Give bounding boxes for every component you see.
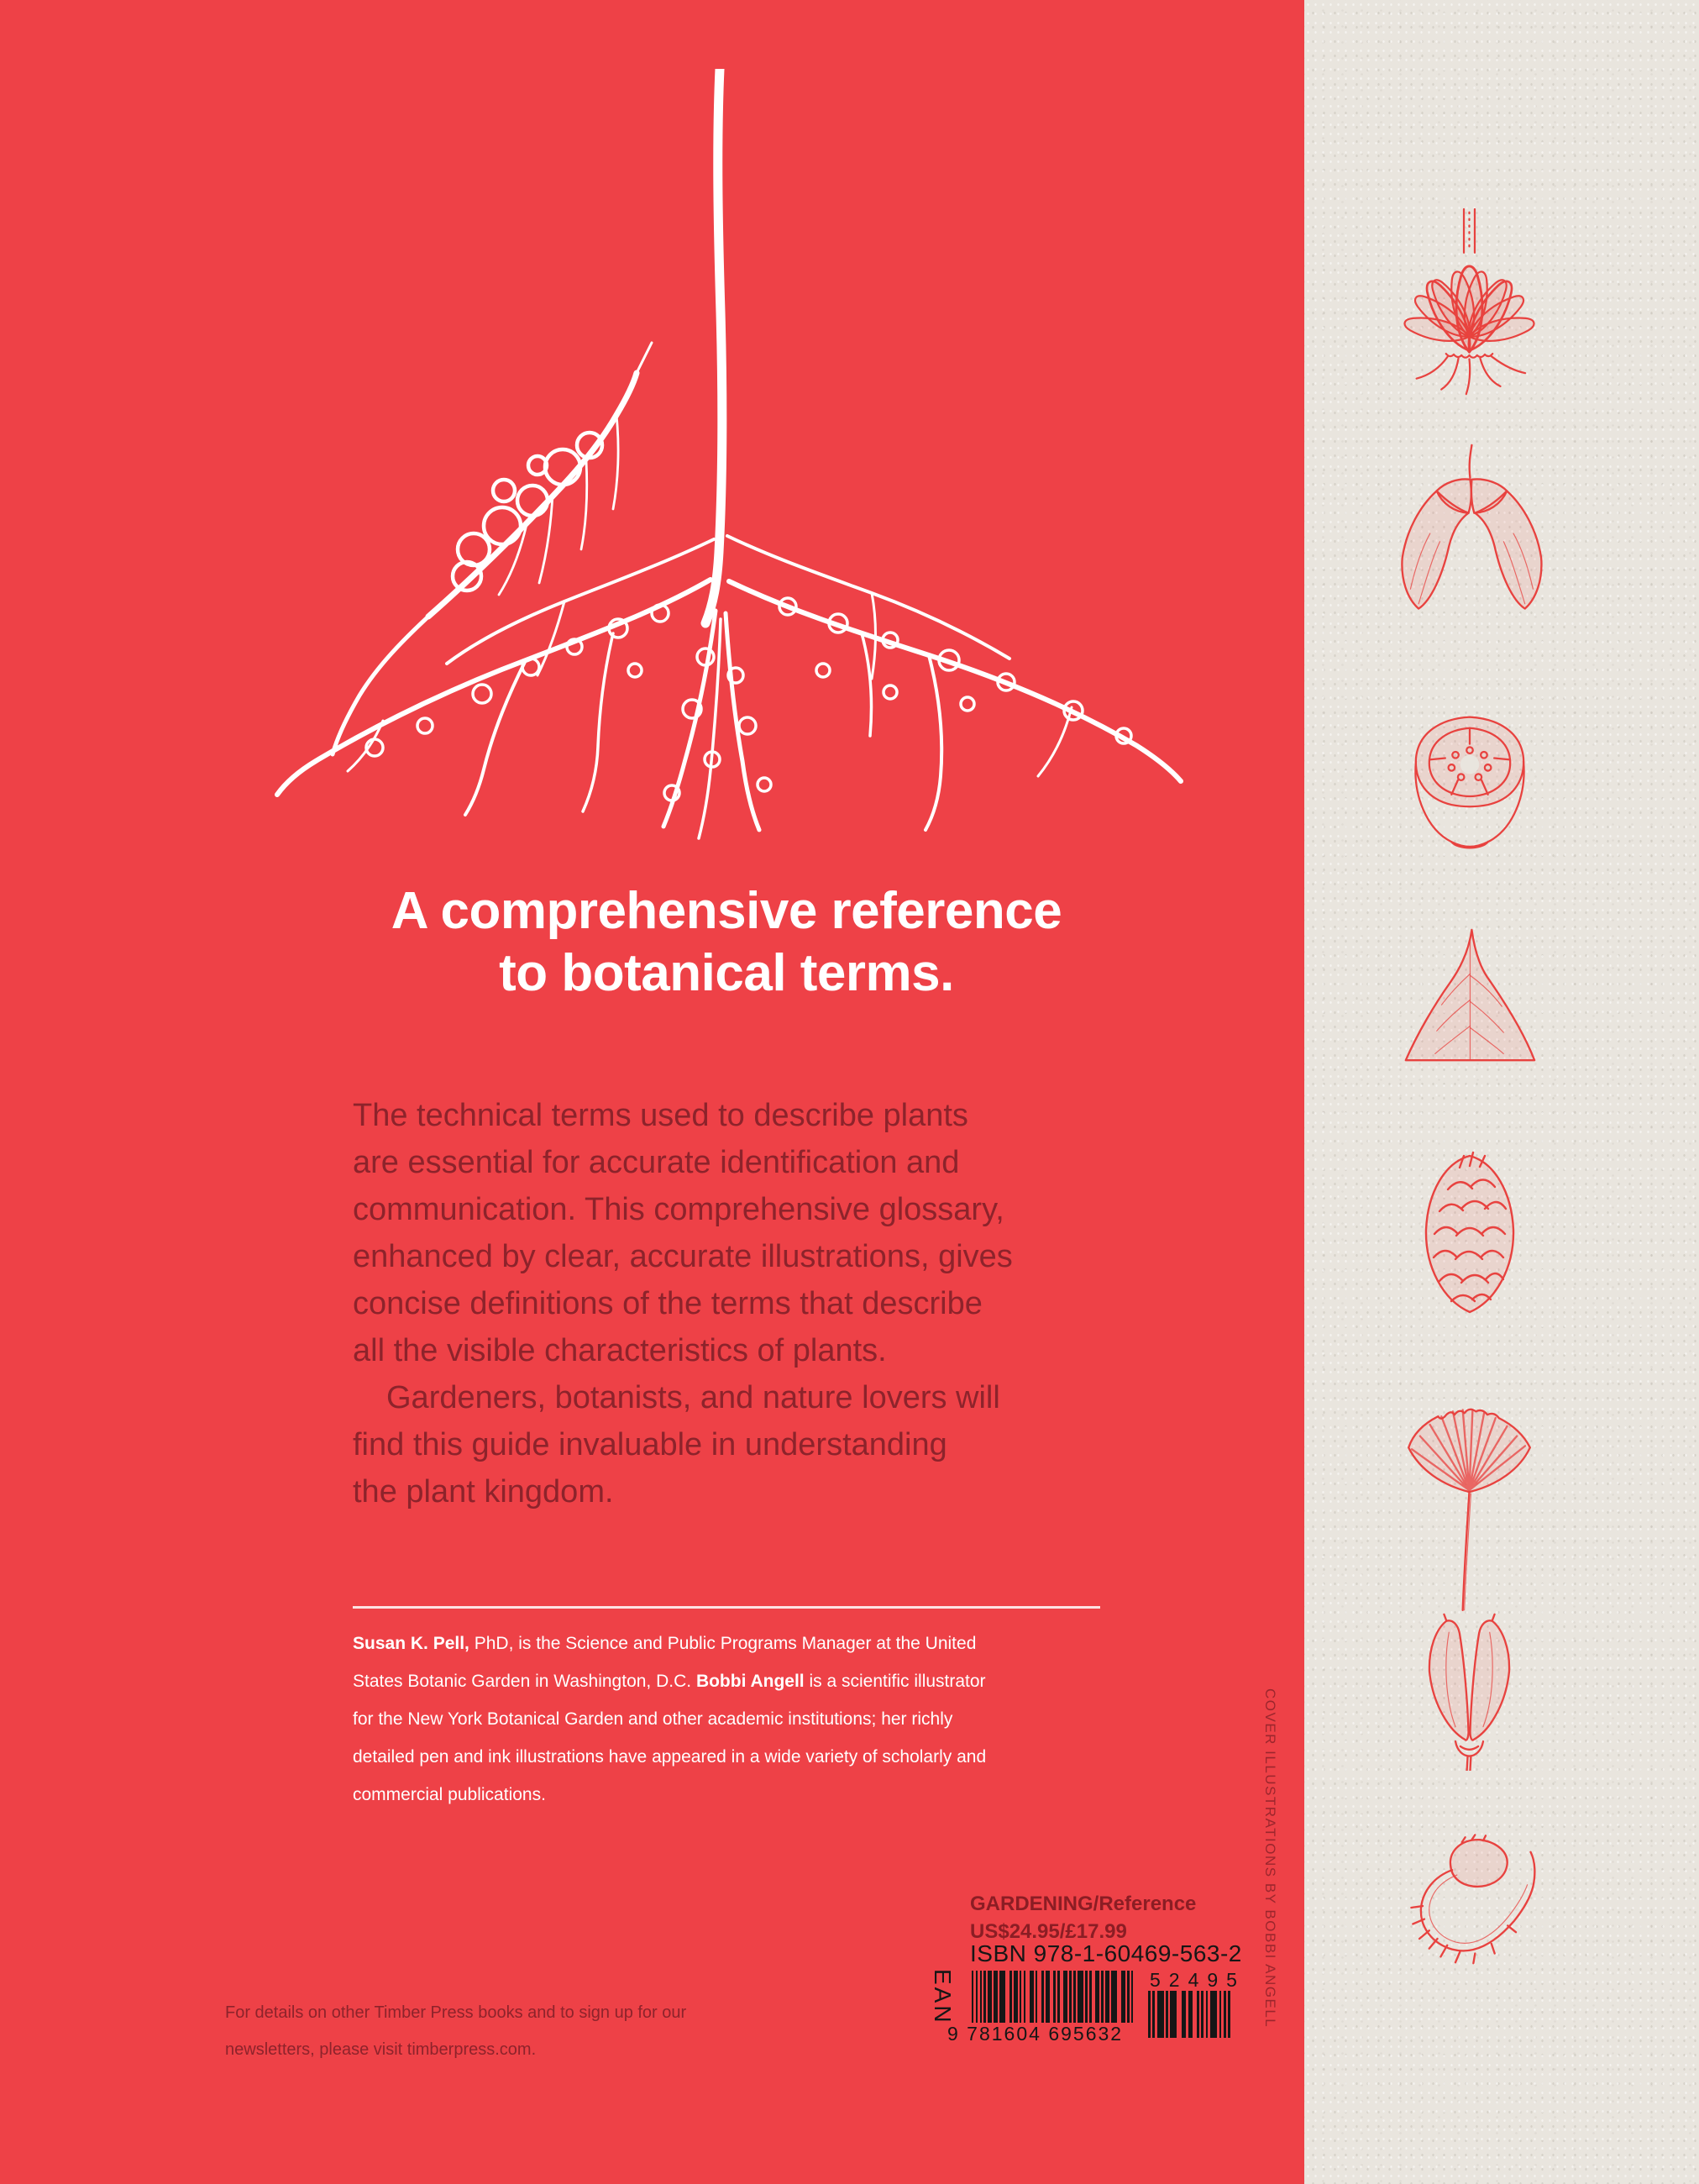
barcode-digits: 9 781604 695632 xyxy=(947,2023,1124,2045)
bio-line: commercial publications. xyxy=(353,1785,546,1804)
body-line: communication. This comprehensive glossary, xyxy=(353,1192,1004,1227)
barcode-main xyxy=(972,1971,1134,2023)
divider-rule xyxy=(353,1606,1100,1609)
cover-illustrations-credit: COVER ILLUSTRATIONS BY BOBBI ANGELL xyxy=(1262,1688,1278,2029)
barcode-bar xyxy=(1228,1991,1230,2038)
isbn-label: ISBN 978-1-60469-563-2 xyxy=(970,1940,1242,1966)
bio-line: Susan K. Pell, PhD, is the Science and Public Programs Manager at the United xyxy=(353,1634,977,1653)
price-label: US$24.95/£17.99 xyxy=(970,1920,1127,1943)
body-line: all the visible characteristics of plants. xyxy=(353,1333,887,1368)
barcode-bar xyxy=(1210,1991,1217,2038)
category-price-block xyxy=(970,1890,1196,1945)
author-bio xyxy=(353,1625,1142,1814)
body-line: find this guide invaluable in understanding xyxy=(353,1427,947,1462)
illustration-strip xyxy=(1304,0,1699,2184)
headline xyxy=(353,880,1100,1005)
body-line: are essential for accurate identification and xyxy=(353,1145,960,1180)
body-line: Gardeners, botanists, and nature lovers will xyxy=(386,1380,1000,1415)
ginkgo-leaf-illustration xyxy=(1379,1373,1560,1617)
bio-line: for the New York Botanical Garden and other academic institutions; her richly xyxy=(353,1709,953,1729)
root-system-with-nodules-illustration xyxy=(252,69,1209,850)
author-name-bobbi-angell: Bobbi Angell xyxy=(695,1672,805,1691)
barcode-bar xyxy=(1131,1971,1133,2023)
barcode-addon-digits: 52495 xyxy=(1150,1969,1245,1991)
barcode-bar xyxy=(999,1971,1005,2023)
body-line: The technical terms used to describe plants xyxy=(353,1098,968,1133)
barcode-bar xyxy=(1078,1971,1083,2023)
deltoid-leaf-illustration xyxy=(1387,927,1551,1065)
bio-line: States Botanic Garden in Washington, D.C. Bobbi Angell is a scientific illustrator xyxy=(353,1672,986,1691)
headline-line2: to botanical terms. xyxy=(499,944,954,1002)
body-line: concise definitions of the terms that describe xyxy=(353,1286,983,1321)
bulb-corm-illustration xyxy=(1392,206,1547,399)
body-line: the plant kingdom. xyxy=(353,1474,614,1509)
maple-samara-illustration xyxy=(1379,444,1560,627)
barcode-bar xyxy=(1170,1991,1177,2038)
plumed-seed-illustration xyxy=(1392,1814,1547,1970)
dehiscent-capsule-illustration xyxy=(1400,1611,1539,1771)
publisher-note: For details on other Timber Press books and to sign up for our newsletters, please visit timberpress.com. xyxy=(225,2003,687,2059)
ean-label: EAN xyxy=(930,1969,956,2025)
headline-line1: A comprehensive reference xyxy=(391,882,1062,940)
bio-line: detailed pen and ink illustrations have appeared in a wide variety of scholarly and xyxy=(353,1747,987,1767)
barcode-bar xyxy=(1157,1991,1164,2038)
tomato-cross-section-illustration xyxy=(1403,710,1537,861)
category-label: GARDENING/Reference xyxy=(970,1893,1197,1915)
pine-cone-illustration xyxy=(1411,1149,1529,1321)
author-name-susan-pell: Susan K. Pell, xyxy=(353,1634,469,1653)
body-copy xyxy=(353,1092,1142,1515)
barcode-addon xyxy=(1148,1991,1230,2038)
barcode-bar xyxy=(1111,1971,1117,2023)
body-line: enhanced by clear, accurate illustrations, gives xyxy=(353,1239,1013,1274)
